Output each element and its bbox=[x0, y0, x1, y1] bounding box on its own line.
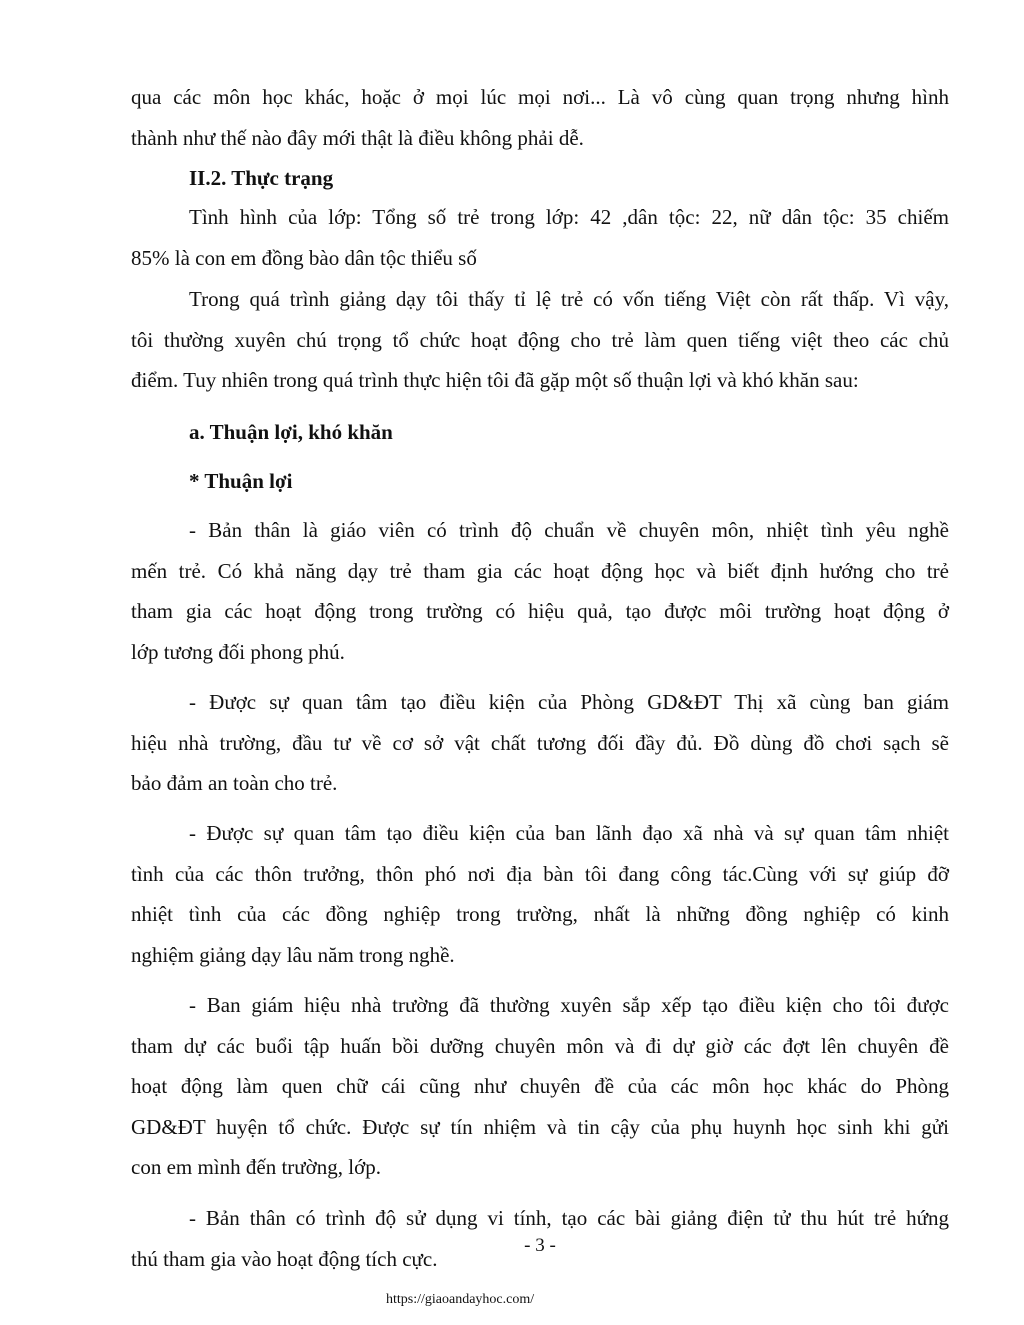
text-line: - Ban giám hiệu nhà trường đã thường xuyên sắp xếp tạo điều kiện cho tôi được bbox=[189, 993, 949, 1017]
text-line: tham dự các buổi tập huấn bồi dưỡng chuyên môn và đi dự giờ các đợt lên chuyên đề bbox=[131, 1033, 949, 1058]
text-line: - Được sự quan tâm tạo điều kiện của Phòng GD&ĐT Thị xã cùng ban giám bbox=[189, 690, 949, 714]
text-line: con em mình đến trường, lớp. bbox=[131, 1155, 381, 1179]
text-line: - Bản thân có trình độ sử dụng vi tính, tạo các bài giảng điện tử thu hút trẻ hứng bbox=[189, 1206, 949, 1230]
text-line: bảo đảm an toàn cho trẻ. bbox=[131, 771, 338, 795]
text-line: Trong quá trình giảng dạy tôi thấy tỉ lệ trẻ có vốn tiếng Việt còn rất thấp. Vì vậy, bbox=[189, 287, 949, 311]
text-line: hiệu nhà trường, đầu tư về cơ sở vật chất tương đối đầy đủ. Đồ dùng đồ chơi sạch sẽ bbox=[131, 730, 949, 755]
subsection-heading: a. Thuận lợi, khó khăn bbox=[189, 420, 393, 444]
paragraph-advantage-teacher bbox=[131, 510, 949, 672]
text-line: thú tham gia vào hoạt động tích cực. bbox=[131, 1246, 438, 1271]
text-line: - Bản thân là giáo viên có trình độ chuẩn về chuyên môn, nhiệt tình yêu nghề bbox=[189, 518, 949, 542]
page-number: - 3 - bbox=[524, 1235, 556, 1256]
paragraph-class-status bbox=[131, 197, 949, 278]
paragraph-advantage-board bbox=[131, 985, 949, 1188]
section-heading: II.2. Thực trạng bbox=[189, 166, 334, 190]
text-line: tham gia các hoạt động trong trường có hiệu quả, tạo được môi trường hoạt động ở bbox=[131, 599, 949, 623]
text-line: mến trẻ. Có khả năng dạy trẻ tham gia các hoạt động học và biết định hướng cho trẻ bbox=[131, 558, 949, 583]
text-line: nhiệt tình của các đồng nghiệp trong trường, nhất là những đồng nghiệp có kinh bbox=[131, 902, 949, 926]
paragraph-advantage-commune bbox=[131, 813, 949, 975]
paragraph-teaching-observation bbox=[131, 279, 949, 401]
footer-url[interactable]: https://giaoandayhoc.com/ bbox=[386, 1292, 535, 1307]
text-line: nghiệm giảng dạy lâu năm trong nghề. bbox=[131, 942, 455, 967]
text-line: điểm. Tuy nhiên trong quá trình thực hiện tôi đã gặp một số thuận lợi và khó khăn sau: bbox=[131, 368, 859, 392]
text-line: thành như thế nào đây mới thật là điều không phải dễ. bbox=[131, 125, 584, 150]
text-line: Tình hình của lớp: Tổng số trẻ trong lớp: 42 ,dân tộc: 22, nữ dân tộc: 35 chiếm bbox=[189, 205, 949, 229]
text-line: - Được sự quan tâm tạo điều kiện của ban lãnh đạo xã nhà và sự quan tâm nhiệt bbox=[189, 821, 949, 845]
paragraph-intro-continuation bbox=[131, 77, 949, 158]
text-line: 85% là con em đồng bào dân tộc thiểu số bbox=[131, 245, 477, 270]
paragraph-advantage-department bbox=[131, 682, 949, 804]
advantages-heading: * Thuận lợi bbox=[189, 469, 293, 493]
text-line: lớp tương đối phong phú. bbox=[131, 639, 345, 664]
text-line: hoạt động làm quen chữ cái cũng như chuyên đề của các môn học khác do Phòng bbox=[131, 1074, 949, 1098]
text-line: GD&ĐT huyện tổ chức. Được sự tín nhiệm và tin cậy của phụ huynh học sinh khi gửi bbox=[131, 1114, 949, 1139]
text-line: qua các môn học khác, hoặc ở mọi lúc mọi nơi... Là vô cùng quan trọng nhưng hình bbox=[131, 85, 949, 109]
text-line: tình của các thôn trưởng, thôn phó nơi địa bàn tôi đang công tác.Cùng với sự giúp đỡ bbox=[131, 861, 949, 886]
text-line: tôi thường xuyên chú trọng tổ chức hoạt động cho trẻ làm quen tiếng việt theo các chủ bbox=[131, 327, 949, 352]
